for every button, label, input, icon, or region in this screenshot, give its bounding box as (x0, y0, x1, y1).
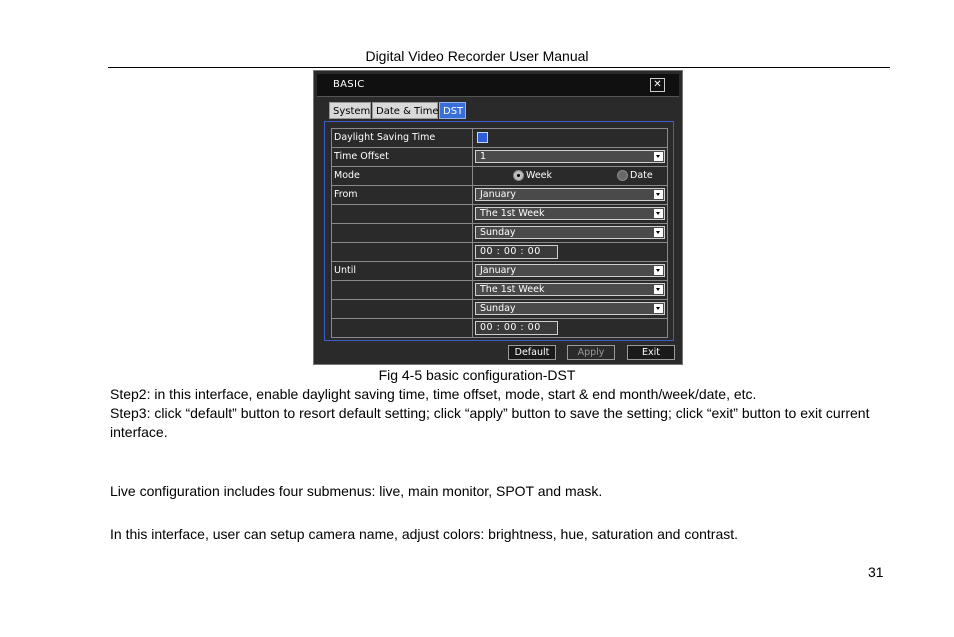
default-button[interactable]: Default (508, 345, 556, 360)
mode-label: Mode (332, 167, 473, 185)
dst-settings-grid (331, 128, 668, 338)
time-offset-value: 1 (480, 151, 487, 162)
until-time-input[interactable]: 00 : 00 : 00 (475, 321, 558, 335)
chevron-down-icon (654, 285, 663, 294)
until-day-select[interactable] (475, 302, 665, 315)
until-week-select[interactable] (475, 283, 665, 296)
chevron-down-icon (654, 152, 663, 161)
empty-label (332, 281, 473, 299)
tab-system[interactable]: System (329, 102, 371, 119)
header-rule (108, 67, 890, 68)
row-until-day (332, 300, 667, 319)
chevron-down-icon (654, 266, 663, 275)
row-until-time (332, 319, 667, 338)
mode-date-label: Date (630, 170, 653, 181)
time-offset-label: Time Offset (332, 148, 473, 166)
step3-text: Step3: click “default” button to resort default setting; click “apply” button to save the setting; click “exit” button to exit current interface. (110, 405, 870, 440)
from-label: From (332, 186, 473, 204)
chevron-down-icon (654, 228, 663, 237)
step2-text: Step2: in this interface, enable daylight saving time, time offset, mode, start & end month/week/date, etc. (110, 386, 757, 402)
row-from-week (332, 205, 667, 224)
from-day-select[interactable] (475, 226, 665, 239)
figure-caption: Fig 4-5 basic configuration-DST (378, 367, 576, 383)
daylight-saving-label: Daylight Saving Time (332, 129, 473, 147)
from-time-input[interactable]: 00 : 00 : 00 (475, 245, 558, 259)
from-day-value: Sunday (480, 227, 516, 238)
from-month-value: January (480, 189, 517, 200)
row-until-week (332, 281, 667, 300)
chevron-down-icon (654, 190, 663, 199)
empty-label (332, 205, 473, 223)
live-intro-text: Live configuration includes four submenus: live, main monitor, SPOT and mask. (110, 483, 603, 499)
row-mode (332, 167, 667, 186)
mode-date-radio[interactable] (617, 170, 628, 181)
time-offset-select[interactable] (475, 150, 665, 163)
page-number: 31 (868, 564, 884, 580)
row-from-month (332, 186, 667, 205)
dialog-titlebar (317, 74, 679, 97)
close-icon[interactable]: ✕ (650, 78, 665, 92)
tab-dst[interactable]: DST (439, 102, 466, 119)
page-header: Digital Video Recorder User Manual (365, 48, 589, 64)
row-from-day (332, 224, 667, 243)
from-month-select[interactable] (475, 188, 665, 201)
until-week-value: The 1st Week (480, 284, 545, 295)
dvr-basic-dialog (313, 70, 683, 365)
dst-panel (324, 121, 674, 341)
until-label: Until (332, 262, 473, 280)
row-daylight-saving (332, 129, 667, 148)
chevron-down-icon (654, 304, 663, 313)
row-until-month (332, 262, 667, 281)
empty-label (332, 300, 473, 318)
until-day-value: Sunday (480, 303, 516, 314)
until-month-value: January (480, 265, 517, 276)
daylight-saving-checkbox[interactable] (477, 132, 488, 143)
from-week-value: The 1st Week (480, 208, 545, 219)
from-week-select[interactable] (475, 207, 665, 220)
tab-date-time[interactable]: Date & Time (372, 102, 438, 119)
dialog-title: BASIC (333, 79, 365, 90)
until-month-select[interactable] (475, 264, 665, 277)
mode-week-radio[interactable] (513, 170, 524, 181)
mode-week-label: Week (526, 170, 553, 181)
chevron-down-icon (654, 209, 663, 218)
empty-label (332, 224, 473, 242)
empty-label (332, 319, 473, 337)
row-from-time (332, 243, 667, 262)
live-detail-text: In this interface, user can setup camera name, adjust colors: brightness, hue, saturation and contrast. (110, 526, 739, 542)
row-time-offset (332, 148, 667, 167)
exit-button[interactable]: Exit (627, 345, 675, 360)
empty-label (332, 243, 473, 261)
apply-button[interactable]: Apply (567, 345, 615, 360)
